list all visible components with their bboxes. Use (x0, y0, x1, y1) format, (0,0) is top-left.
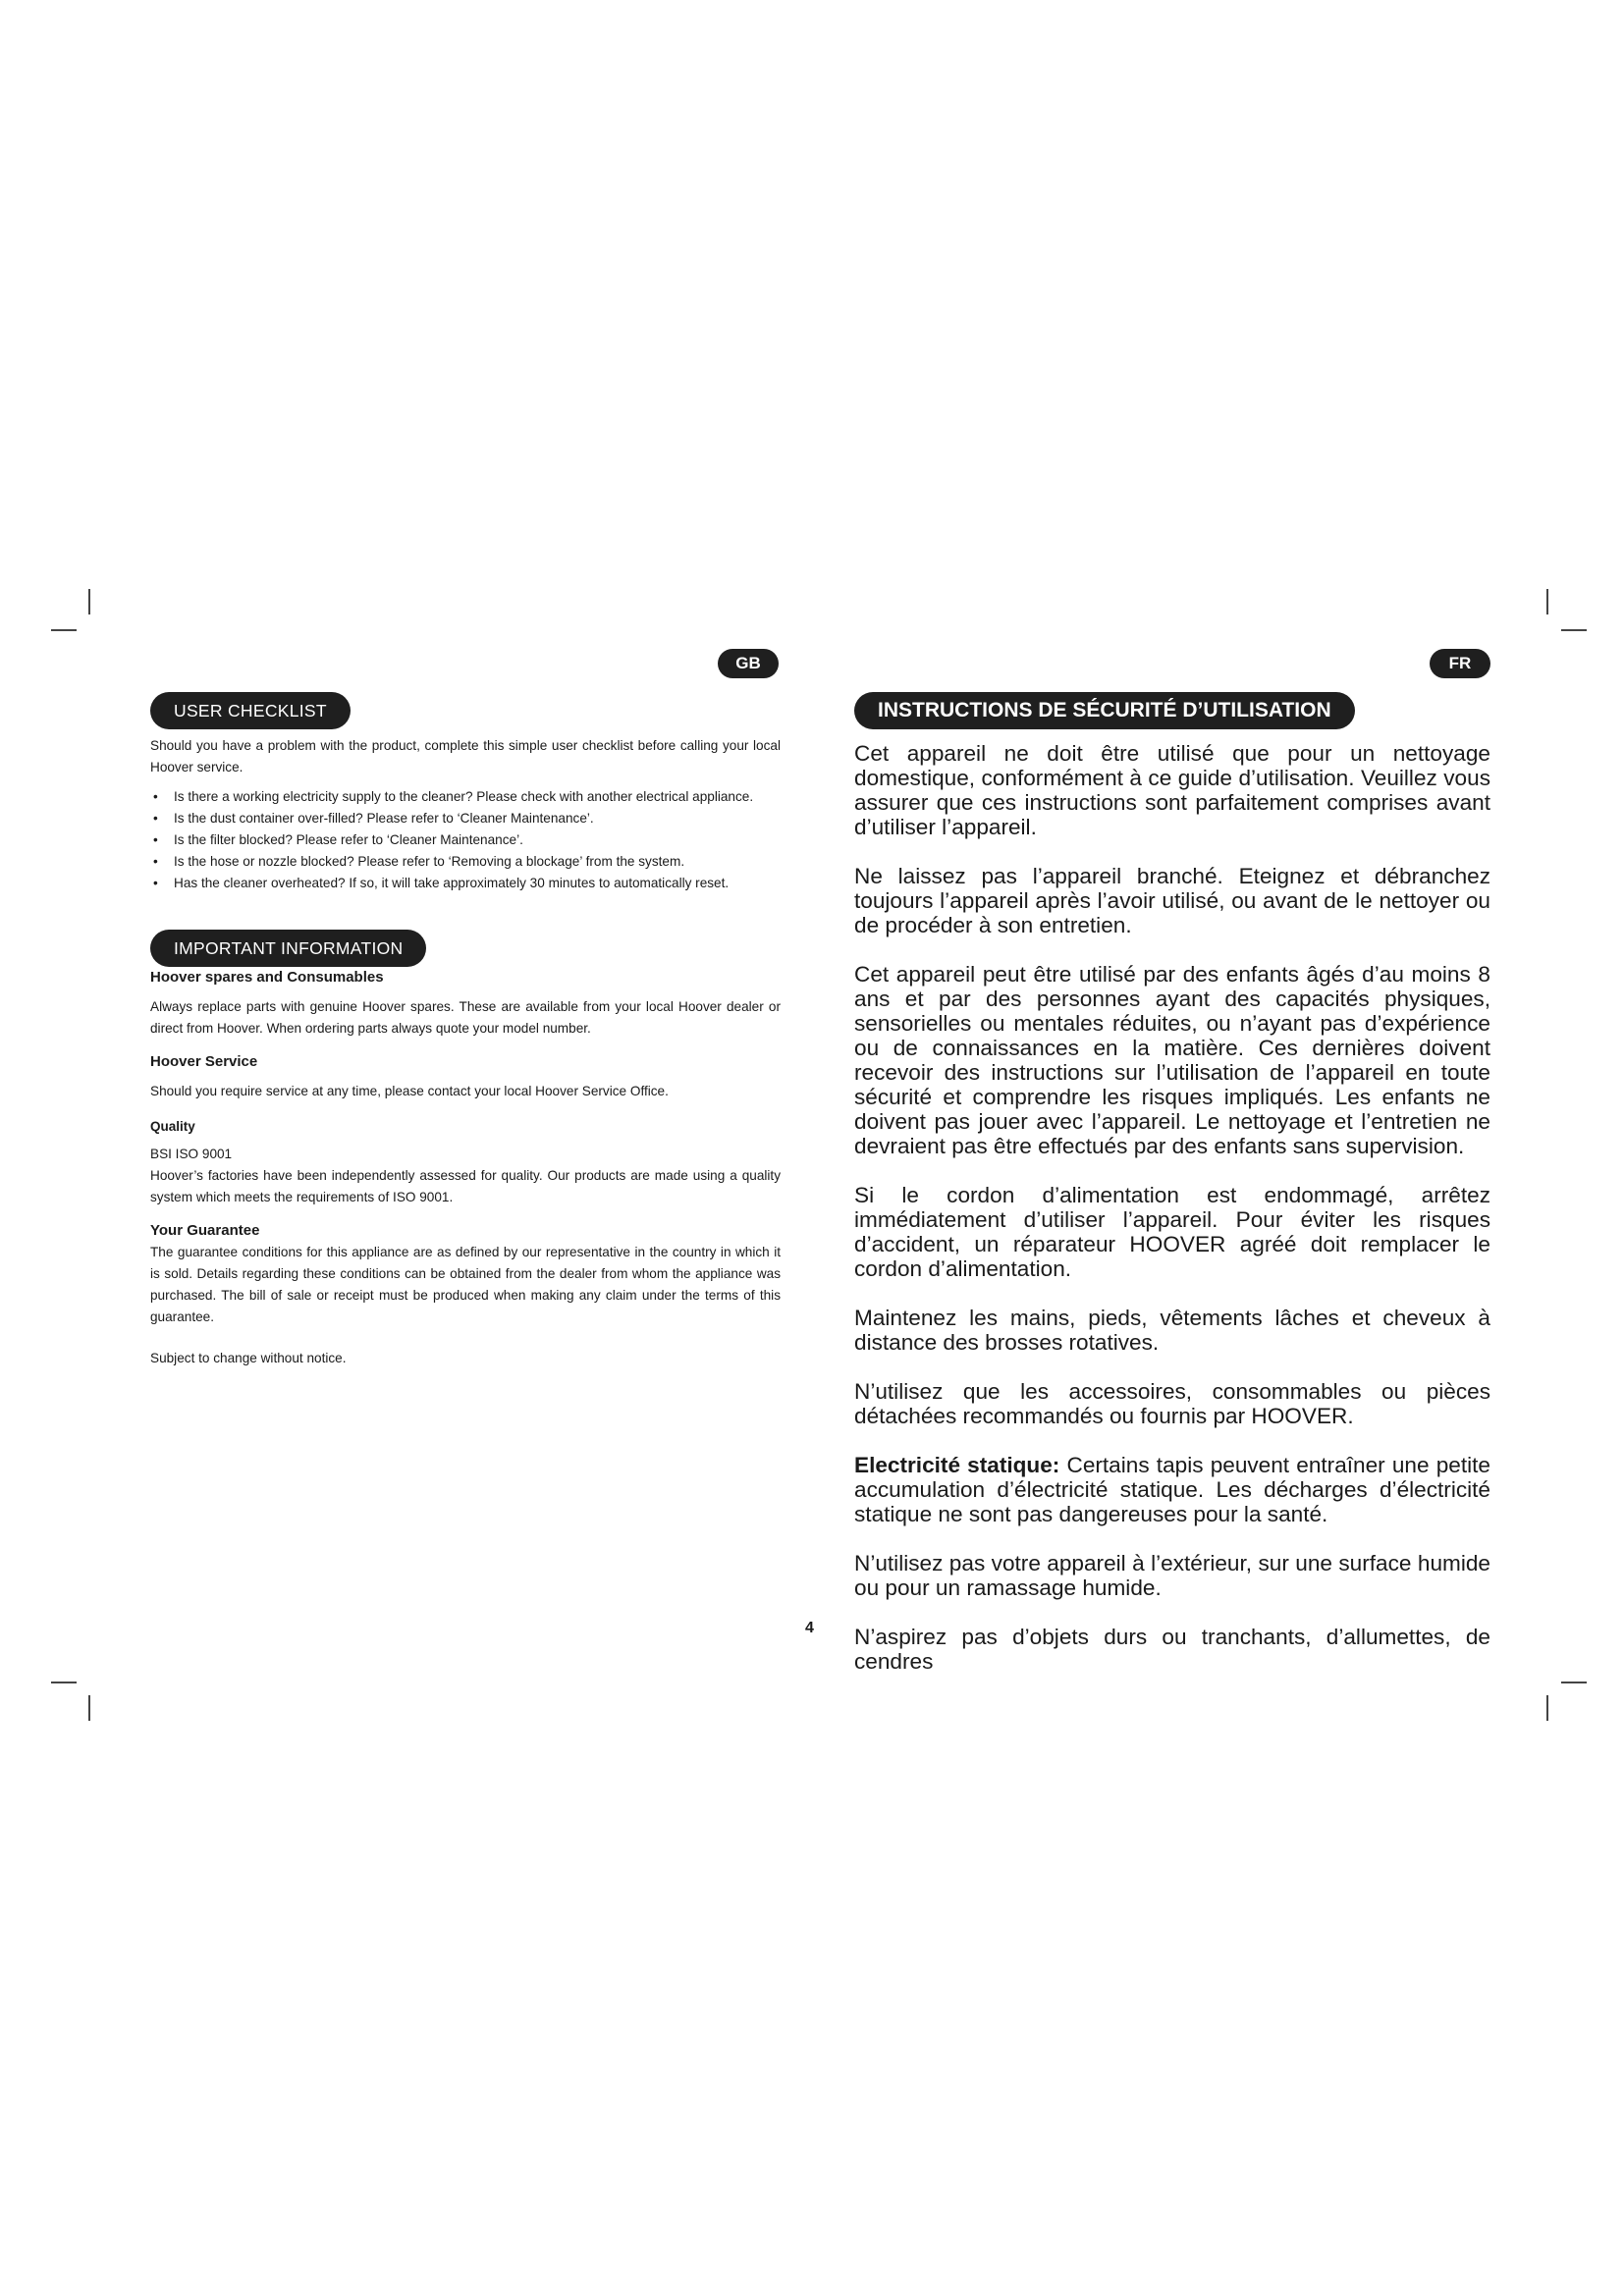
crop-mark (1546, 1695, 1548, 1721)
language-tag-gb: GB (718, 649, 779, 678)
checklist-item: • Is there a working electricity supply to the cleaner? Please check with another electrical appliance. (150, 786, 781, 808)
fr-paragraph: Si le cordon d’alimentation est endommagé, arrêtez immédiatement d’utiliser l’appareil. Pour éviter les risques d’accident, un réparateur HOOVER agréé doit remplacer le cordon d’alimentation. (854, 1183, 1490, 1281)
crop-mark (51, 629, 77, 631)
fr-paragraph-static-electricity (854, 1453, 1490, 1526)
fr-paragraph: Maintenez les mains, pieds, vêtements lâches et cheveux à distance des brosses rotatives. (854, 1306, 1490, 1355)
checklist-item: • Is the dust container over-filled? Please refer to ‘Cleaner Maintenance’. (150, 808, 781, 829)
checklist-item: • Has the cleaner overheated? If so, it will take approximately 30 minutes to automatically reset. (150, 873, 781, 894)
fr-paragraph: N’aspirez pas d’objets durs ou tranchants, d’allumettes, de cendres (854, 1625, 1490, 1674)
checklist-item: • Is the filter blocked? Please refer to ‘Cleaner Maintenance’. (150, 829, 781, 851)
user-checklist-heading: USER CHECKLIST (150, 692, 351, 729)
crop-mark (51, 1682, 77, 1683)
language-tag-fr: FR (1430, 649, 1490, 678)
fr-column (854, 692, 1490, 1674)
crop-mark (88, 589, 90, 614)
safety-instructions-heading: INSTRUCTIONS DE SÉCURITÉ D’UTILISATION (854, 692, 1355, 729)
guarantee-heading: Your Guarantee (150, 1222, 260, 1239)
important-information-heading: IMPORTANT INFORMATION (150, 930, 426, 967)
spares-heading: Hoover spares and Consumables (150, 969, 384, 986)
checklist-list (150, 786, 781, 894)
guarantee-text: The guarantee conditions for this appliance are as defined by our representative in the country in which it is sold. Details regarding these conditions can be obtained from the dealer from whom the appliance was purchased. The bill of sale or receipt must be produced when making any claim under the terms of this guarantee. (150, 1245, 781, 1324)
subject-to-change-note: Subject to change without notice. (150, 1351, 347, 1365)
static-electricity-label: Electricité statique: (854, 1453, 1060, 1477)
crop-mark (1561, 1682, 1587, 1683)
quality-text: Hoover’s factories have been independently assessed for quality. Our products are made using a quality system which meets the requirements of ISO 9001. (150, 1168, 781, 1204)
fr-paragraph: N’utilisez que les accessoires, consommables ou pièces détachées recommandés ou fournis par HOOVER. (854, 1379, 1490, 1428)
service-text: Should you require service at any time, please contact your local Hoover Service Office. (150, 1084, 669, 1098)
fr-paragraph: N’utilisez pas votre appareil à l’extérieur, sur une surface humide ou pour un ramassage humide. (854, 1551, 1490, 1600)
static-electricity-text: Certains tapis peuvent entraîner une petite accumulation d’électricité statique. Les décharges d’électricité statique ne sont pas dangereuses pour la santé. (854, 1453, 1490, 1526)
quality-standard: BSI ISO 9001 (150, 1147, 233, 1161)
service-heading: Hoover Service (150, 1053, 258, 1070)
fr-paragraph: Ne laissez pas l’appareil branché. Eteignez et débranchez toujours l’appareil après l’avoir utilisé, ou avant de le nettoyer ou de procéder à son entretien. (854, 864, 1490, 937)
checklist-intro: Should you have a problem with the product, complete this simple user checklist before calling your local Hoover service. (150, 738, 781, 774)
crop-mark (88, 1695, 90, 1721)
fr-paragraph: Cet appareil peut être utilisé par des enfants âgés d’au moins 8 ans et par des personnes ayant des capacités physiques, sensorielles ou mentales réduites, ou n’ayant pas d’expérience ou de connaissances en la matière. Ces dernières doivent recevoir des instructions sur l’utilisation de l’appareil en toute sécurité et comprendre les risques impliqués. Les enfants ne doivent pas jouer avec l’appareil. Le nettoyage et l’entretien ne devraient pas être effectués par des enfants sans supervision. (854, 962, 1490, 1158)
gb-column (150, 692, 781, 1369)
crop-mark (1561, 629, 1587, 631)
page-number: 4 (805, 1620, 814, 1636)
quality-heading: Quality (150, 1119, 195, 1134)
checklist-item: • Is the hose or nozzle blocked? Please refer to ‘Removing a blockage’ from the system. (150, 851, 781, 873)
fr-paragraph: Cet appareil ne doit être utilisé que pour un nettoyage domestique, conformément à ce guide d’utilisation. Veuillez vous assurer que ces instructions sont parfaitement comprises avant d’utiliser l’appareil. (854, 741, 1490, 839)
spares-text: Always replace parts with genuine Hoover spares. These are available from your local Hoover dealer or direct from Hoover. When ordering parts always quote your model number. (150, 999, 781, 1036)
crop-mark (1546, 589, 1548, 614)
